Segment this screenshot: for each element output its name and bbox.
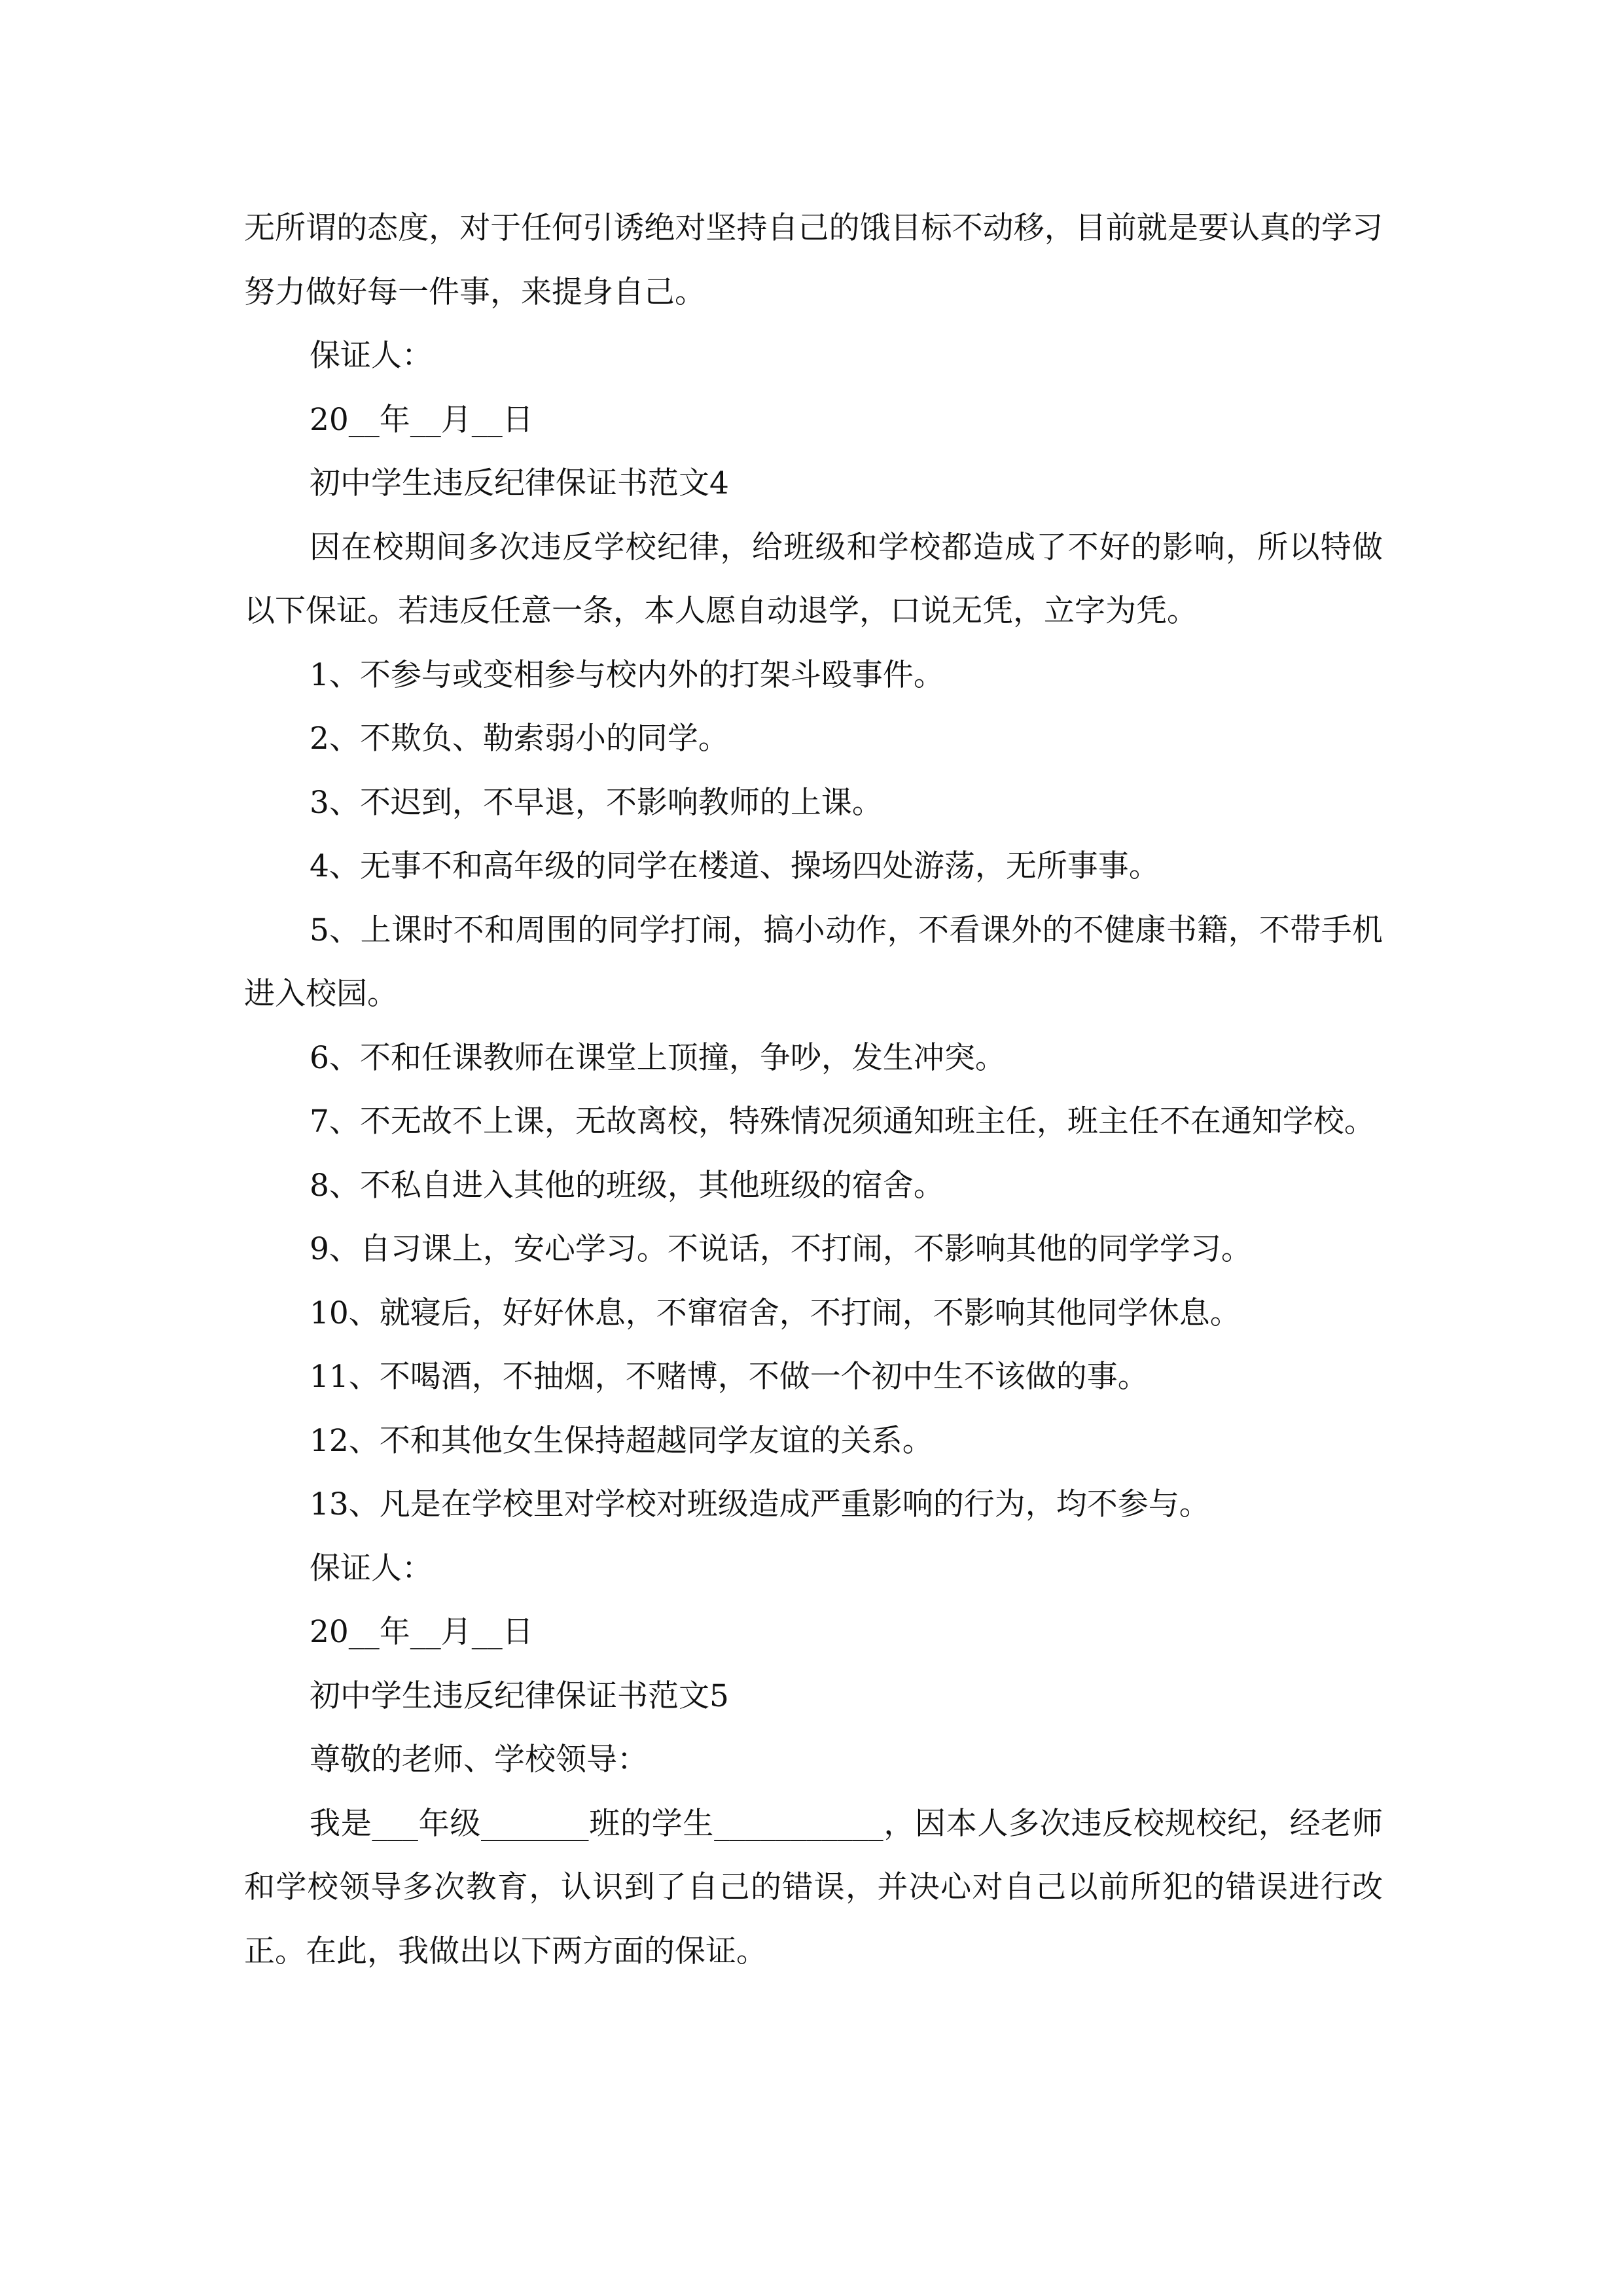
body-paragraph: 我是___年级_______班的学生___________，因本人多次违反校规校纪，经老师和学校领导多次教育，认识到了自己的错误，并决心对自己以前所犯的错误进行改正。在此，我做出以下两方面的保证。 (244, 1805, 1383, 1969)
section-heading-4: 初中学生违反纪律保证书范文4 (310, 465, 729, 501)
list-item-11: 11、不喝酒，不抽烟，不赌博，不做一个初中生不该做的事。 (310, 1359, 1149, 1395)
section-heading-5: 初中学生违反纪律保证书范文5 (310, 1677, 729, 1714)
list-item-3: 3、不迟到，不早退，不影响教师的上课。 (310, 784, 883, 821)
paragraph-continuation: 无所谓的态度，对于任何引诱绝对坚持自己的饿目标不动移，目前就是要认真的学习努力做好每一件事，来提身自己。 (244, 210, 1383, 310)
guarantor-label: 保证人： (310, 338, 433, 374)
list-item-12: 12、不和其他女生保持超越同学友谊的关系。 (310, 1422, 933, 1459)
date-line: 20__年__月__日 (310, 401, 533, 438)
guarantor-label: 保证人： (310, 1550, 433, 1587)
list-item-10: 10、就寝后，好好休息，不窜宿舍，不打闹，不影响其他同学休息。 (310, 1295, 1241, 1331)
list-item-4: 4、无事不和高年级的同学在楼道、操场四处游荡，无所事事。 (310, 848, 1160, 884)
list-item-5: 5、上课时不和周围的同学打闹，搞小动作，不看课外的不健康书籍，不带手机进入校园。 (244, 912, 1383, 1012)
intro-paragraph: 因在校期间多次违反学校纪律，给班级和学校都造成了不好的影响，所以特做以下保证。若违反任意一条，本人愿自动退学，口说无凭，立字为凭。 (244, 529, 1383, 629)
list-item-6: 6、不和任课教师在课堂上顶撞，争吵，发生冲突。 (310, 1039, 1006, 1076)
date-line: 20__年__月__日 (310, 1614, 533, 1650)
document-body (244, 196, 1383, 1983)
list-item-7: 7、不无故不上课，无故离校，特殊情况须通知班主任，班主任不在通知学校。 (310, 1103, 1375, 1139)
list-item-9: 9、自习课上，安心学习。不说话，不打闹，不影响其他的同学学习。 (310, 1231, 1252, 1267)
list-item-13: 13、凡是在学校里对学校对班级造成严重影响的行为，均不参与。 (310, 1486, 1210, 1522)
list-item-1: 1、不参与或变相参与校内外的打架斗殴事件。 (310, 656, 944, 693)
salutation: 尊敬的老师、学校领导： (310, 1742, 648, 1778)
list-item-8: 8、不私自进入其他的班级，其他班级的宿舍。 (310, 1167, 944, 1204)
list-item-2: 2、不欺负、勒索弱小的同学。 (310, 721, 729, 757)
